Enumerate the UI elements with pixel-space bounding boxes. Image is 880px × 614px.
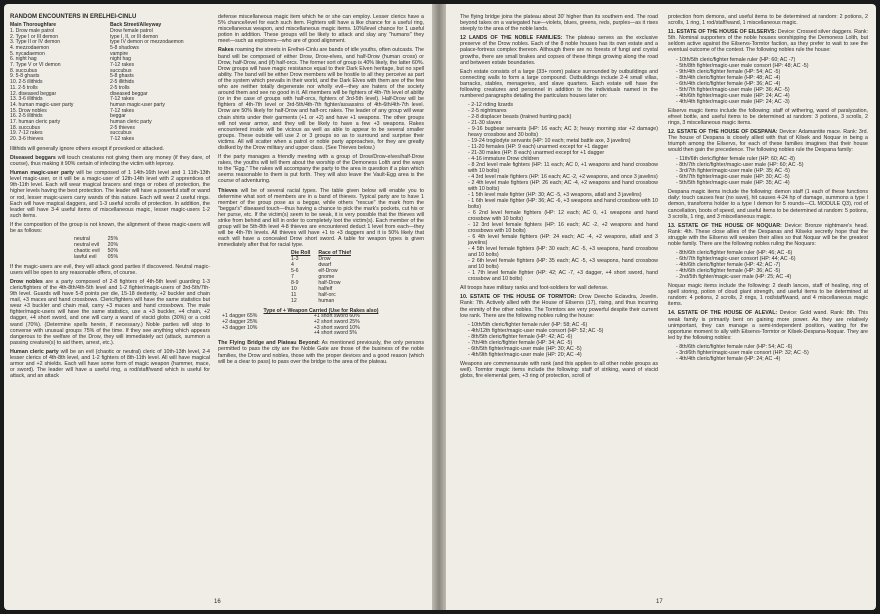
noble-item: - 4th/12th fighter/magic-user male consort (HP: 52; AC -5) <box>468 327 604 334</box>
page-number-left: 16 <box>214 599 221 605</box>
noble-item: - 5th/5th fighter/magic-user male (HP: 35; AC -4) <box>676 180 790 187</box>
main-encounter-item: 6. night hag <box>10 56 37 63</box>
weapon-row-cell: +3 dagger 10% <box>222 324 258 331</box>
race-row-cell: 7 <box>291 274 294 281</box>
estate-personnel-list <box>460 102 658 282</box>
weapon-row-cell: +1 short sword 60% <box>313 312 360 319</box>
race-row-cell: 8-9 <box>291 280 299 286</box>
personnel-item: - 19-24 troglodyte servants (HP: 10 each; metal battle axe, 3 javelins) <box>468 138 631 145</box>
noble-item: - 6th/5th fighter/magic-user male (HP: 30; AC -5) <box>468 345 582 352</box>
main-encounter-item: 19. 7-12 rakes <box>10 130 43 137</box>
nobles-paragraph: Drow nobles are a party composed of 2-8 fighters of 4th-5th level guarding 1-3 cleric/fighters of the 4th-8th/4th-5th level and 1-2 fighter/magic-users of 3rd-5th/7th-9th level. Guards will have 5-8 points per die, 15-18 dexterity, +2 buckler and chain mail, +3 maces and hand crossbows. Cleric/fighters will have the same statistics but wear +3 buckler and chain mail, carry +3 maces and hand crossbows. The male fighter/magic-users will have the same statistics, use a +3 buckler, +4 chain, +2 dagger, +4 short sword, and one will carry a wand of viscid globs (30%) or a cold wand (70%). (Determine spells herein, if necessary.) Noble parties will stop to converse with unusual groups 75% of the time. If they see anything which appears dangerous to the welfare of the Drow, they will immediately act (attack, summon a passing creature(s) to aid them, arrest, etc.). <box>10 278 210 346</box>
tormtor-nobles-list <box>460 322 658 358</box>
back-encounter-item: 2-5 thieves <box>110 124 135 131</box>
main-encounter-item: 12. diseased beggar <box>10 90 57 97</box>
encounter-table <box>10 23 210 143</box>
tormtor-paragraph: 10. ESTATE OF THE HOUSE OF TORMTOR: Drow Deecho Eclavdra, Jovelin. Rank: 7th. Actively allied with the House of Eilservs (17), rising, and thus incurring the enmity of the other nobles. The Tormtors are very powerful despite their current low rank. There are the following nobles ruling the house: <box>460 294 658 319</box>
personnel-item: - 2 4th level male fighters (HP: 26 each; AC -4, +2 weapons and hand crossbow with 10 bolts) <box>468 180 658 193</box>
back-encounter-item: human magic-user party <box>110 101 165 108</box>
back-encounter-item: 7-12 rakes <box>110 136 135 143</box>
back-encounter-item: succubus <box>110 67 132 74</box>
aleval-paragraph: 14. ESTATE OF THE HOUSE OF ALEVAL: Device: Gold wand. Rank: 8th. This weak family is primarily bent on gaining more power. As they are relatively unimportant, they can manage a semi-independent position, waiting for the opportune moment to ally with Eilservs-Tormtor or Kilsek-Despana-Noquar. They are led by the following nobles: <box>668 310 868 341</box>
bridge-continued: The flying bridge joins the plateau about 30' higher than its southern end. The road beyond takes on a variegated hue—violets, blues, greens, reds, purples—as it rises steeply to the area of the noble lands. <box>460 14 658 33</box>
alignment-row-cell: lawful evil <box>74 253 97 260</box>
main-encounter-item: 14. human magic-user party <box>10 101 74 108</box>
noble-item: - 8th/7th cleric/fighter/magic-user male (HP: 60; AC -5) <box>676 162 804 169</box>
alignment-row <box>70 255 122 261</box>
weapon-row-cell: +4 short sword 5% <box>313 330 357 337</box>
personnel-item: - 6 4th level female fighters (HP: 24 each; AC -4, +2 weapons, atlatl and 3 javelins) <box>468 234 658 247</box>
col-head-main: Main Thoroughfare <box>10 22 57 29</box>
weapon-table <box>218 314 424 338</box>
bridge-paragraph: The Flying Bridge and Plateau Beyond: As mentioned previously, the only persons permitted to pass the city are the Noble Gate are those of the business of the noble families, the Drow and nobles, those with the proper devices and a good reason (which will be a clear to pass) to pass over the bridge to the area of the plateau. <box>218 340 424 365</box>
main-encounter-item: 8. succubus <box>10 67 38 74</box>
noble-item: - 8th/4th cleric/fighter female (HP: 48; AC -4) <box>676 74 781 81</box>
page-number-right: 17 <box>656 599 663 605</box>
personnel-item: - 11-20 females (HP: 9 each) unarmed except for +1 dagger <box>468 144 609 151</box>
race-head-race: Race of Thief <box>318 250 351 257</box>
alignment-table <box>70 237 122 261</box>
cleric-paragraph: Human cleric party will be an evil (chaotic or neutral) cleric of 10th-13th level, 2-4 lesser clerics of 4th-8th level, and 1-2 fighters of 8th-11th level. All will have magical armor and +2 shields. Each will have some form of magic weapon (hammer, mace, or sword). The leader will have a useful ring, a rod/staff/wand which is useful for attack, and an attack <box>10 348 210 380</box>
main-encounter-item: 4. mezzodaemon <box>10 44 50 51</box>
race-head-roll: Die Roll <box>291 250 311 257</box>
alignment-row-cell: chaotic evil <box>74 247 100 254</box>
noquar-items-paragraph: Noquar magic items include the following: 2 death lances, staff of healing, ring of spell storing, potion of cloud giant strength, and useful items to be determined at random: 4 potions, 2 scrolls, 2 rings, 1 rod/staff/wand, and 4 miscellaneous magic items. <box>668 283 868 308</box>
race-row-cell: halfelf <box>318 285 333 292</box>
back-encounter-item: human cleric party <box>110 119 152 126</box>
rakes-friendly-paragraph: If the party manages a friendly meeting with a group of Drow/Drow-elves/half-Drow rakes, the youths will tell them about the worship of the Demoness Lolth and the ways to the "Egg." The rakes will accompany the party to the area in question if a plan which seems reasonable to them is put forth. They will also leave the Vault-Egg area is the course of adventuring. <box>218 154 424 185</box>
main-encounter-item: 13. 3-6 illithids <box>10 96 43 103</box>
eilservs-items-paragraph: Eilservs magic items include the following: staff of withering, wand of paralyzation, efreet bottle, and useful items to be determined at random: 3 potions, 3 scrolls, 2 rings, 3 miscellaneous magic items. <box>668 107 868 126</box>
main-encounter-item: 2. Type I or III demon <box>10 33 59 40</box>
race-row-cell: Drow <box>318 256 331 263</box>
race-row-cell: half-Drow <box>318 280 341 286</box>
weapon-row-cell <box>218 331 310 337</box>
alignment-intro: If the composition of the group is not known, the alignment of these magic-users will be as follows: <box>10 221 210 234</box>
book-gutter <box>432 4 446 610</box>
noquar-nobles-list <box>668 250 868 280</box>
race-row-cell: 12 <box>291 297 297 304</box>
race-row-cell: 10 <box>291 285 297 292</box>
noble-item: - 6th/7th fighter/magic-user consort (HP: 44; AC -6) <box>676 256 796 263</box>
main-encounter-item: 7. Type V or VI demon <box>10 62 61 69</box>
magic-user-paragraph: Human magic-user party will be composed of 1 14th-16th level and 1 11th-13th level magic-user, or it will be a magic-user of 12th-14th level with 2 apprentices of 9th-11th level. Each will wear magical bracers and rings or robes of protection, the higher levels having the best protection. The leader will have a powerful staff or wand or rod, lesser magic-users carry wands of this nature. Each will wear 2 useful rings. Each will have magical daggers, and 1-3 useful scrolls of protection. In addition, the leader will have 3-4 useful items of miscellaneous magic, lesser magic-users 1-2 such items. <box>10 170 210 219</box>
personnel-item: - 2-12 riding lizards <box>468 102 514 109</box>
main-encounter-item: 10. 2-5 illithids <box>10 79 43 86</box>
personnel-item: - 2 6th level female fighters (HP: 35 each; AC -5, +3 weapons, hand crossbow and 10 bolts) <box>468 258 658 271</box>
race-row-cell: human <box>318 297 335 304</box>
personnel-item: - 12 3rd level female fighters (HP: 16 each; AC -2, +2 weapons and hand crossbows with 10 bolts) <box>468 222 658 235</box>
noble-item: - 4th/4th fighter/magic-user male (HP: 24; AC -3) <box>676 98 790 105</box>
main-encounter-item: 11. 2-5 trolls <box>10 84 38 91</box>
despana-nobles-list <box>668 156 868 186</box>
tormtor-continued: protection from demons, and useful items to be determined at random: 2 potions, 2 scrolls, 1 ring, 1 rod/staff/wand, 1 miscellaneous magic. <box>668 14 868 27</box>
alignment-row-cell: 50% <box>107 247 119 254</box>
left-column-2 <box>218 14 424 368</box>
back-encounter-item: vampire <box>110 50 129 57</box>
left-page <box>4 4 432 610</box>
personnel-item: - 21-30 slaves <box>468 120 502 127</box>
noble-item: - 5th/7th fighter/magic-user male (HP: 36; AC -5) <box>676 86 790 93</box>
back-encounter-item: Drow female patrol <box>110 27 153 34</box>
personnel-item: - 6 2nd level female fighters (HP: 12 each; AC 0, +1 weapons and hand crossbow with 10 bolts) <box>468 210 658 223</box>
personnel-item: - 8 2nd level male fighters (HP: 11 each; AC 0, +1 weapons and hand crossbow with 10 bolts) <box>468 162 658 175</box>
noble-item: - 3rd/7th fighter/magic-user male (HP: 35; AC -5) <box>676 168 790 175</box>
back-encounter-item: 7-12 rakes <box>110 62 135 69</box>
personnel-item: - 4 3rd level male fighters (HP: 16 each; AC -2, +2 weapons, and once 3 javelins) <box>468 174 658 181</box>
illithids-paragraph: Illithids will generally ignore others except if provoked or attacked. <box>10 145 164 152</box>
back-street-list <box>110 29 210 143</box>
back-encounter-item: diseased beggar <box>110 90 148 97</box>
back-encounter-item: 7-12 rakes <box>110 96 135 103</box>
race-row-cell: 5-6 <box>291 268 299 275</box>
race-row-cell: half-orc <box>318 291 336 298</box>
main-encounter-item: 17. human cleric party <box>10 119 61 126</box>
despana-paragraph: 12. ESTATE OF THE HOUSE OF DESPANA: Device: Adamantite mace. Rank: 3rd. The house of Despana is closely allied with that of Kilsek and Noquar in being a triumph among the Eilservs, for each of these families imagines that their house would then gain the precedence. The following nobles rule the Despana family: <box>668 128 868 154</box>
right-page <box>446 4 876 610</box>
tormtor-weapons-paragraph: Weapons are commensurate with rank (and this applies to all other noble groups as well). Tormtor magic items include the following: staff of striking, wand of viscid globs, fire elemental gem, +3 ring of protection, scroll of <box>460 360 658 379</box>
race-row-cell: dwarf <box>318 262 332 269</box>
encounter-title: RANDOM ENCOUNTERS IN ERELHEI-CINLU <box>10 14 137 20</box>
despana-items-paragraph: Despana magic items include the following: demon staff (1 each of these functions daily: touch causes fear (no save), hit causes 4-24 hp of damage, summons a type I demon, transforms holder to a type I demon for 5 rounds—CL MODULE Q3), rod of cancellation, boots of speed, and useful items to be determined at random: 5 potions, 3 scrolls, 1 ring, and 3 miscellaneous magic. <box>668 189 868 220</box>
race-row-cell: 4 <box>291 262 294 269</box>
main-encounter-item: 3. Type II or IV demon <box>10 39 61 46</box>
personnel-item: - 21-30 males (HP: 8 each) unarmed except for +1 dagger <box>468 150 605 157</box>
alignment-row-cell: 20% <box>107 241 119 248</box>
noble-lands-paragraph: 12 LANDS OF THE NOBLE FAMILIES: The plateau serves as the exclusive preserve of the Drow nobles. Each of the 8 noble houses has its own estate and a palace-fortress complex thereon. Although there are no forests of fungi and crystal growths, there are small brakes and copses of these things growing along the road and between estate boundaries. <box>460 35 658 66</box>
noble-item: - 10th/5th cleric/fighter female ruler (HP: 58; AC -6) <box>468 321 588 328</box>
eilservs-paragraph: 11. ESTATE OF THE HOUSE OF EILSERVS: Device: Crossed silver daggers. Rank: 5th. Nominal supporters of the noble houses worshipping the Demoness Lolth, but seldom active against the Eilservs-Tormtor faction, as they prefer to wait to see the eventual outcome of the contest. The following nobles rule the house: <box>668 29 868 54</box>
rakes-paragraph: Rakes roaming the streets in Erelhei-Cinlu are bands of idle youths, often outcasts. The band will be composed of either Drow, Drow-elves, and half-Drow (human cross) or Drow, half-Drow, and (if) half-orcs. The former sort of group is 40% likely, the latter 60%. Drow groups will have magic resistance equal to their Dark Elven heritage, but no spell ability. The band will be either Drow members will be hostile to all they perceive as part of the system which prevails in their world, and the Dark Elves with them are of the few who are neither totally degenerate nor wholly evil—they are haters of the society around them and see no good in it. All members will be fighters of 4th-7th level of ability (or in the case of groups with half-orcs, fighters of 3rd-5th level). Half-Drow will be fighters of 4th-7th level or 3rd-5th/4th-7th fighter/assassins of 4th-6th/4th-7th level. Drow are 50% likely for half-Drow and half-orc rakes. The leader of any group will wear chain shirts under their garments (+1 or +2) and have +1 weapons. The other groups will not wear armor, and they will be likely to have a few +3 weapons. Rakes encountered inside will be vicious as well as able to appear to be several smaller groups. These outside will use 2 or 3 groups so as to surround and surprise their victims. All will scatter when a patrol or noble party approaches, for they are greatly disliked by the Drow military and upper class. (See Thieves below.) <box>218 47 424 151</box>
main-encounter-item: 15. Drow nobles <box>10 107 47 114</box>
personnel-item: - 1 7th level female fighter (HP: 42; AC -7, +3 dagger, +4 short sword, hand crossbow and 10 bolts) <box>468 270 658 283</box>
weapon-row-cell: +1 dagger 65% <box>222 312 258 319</box>
left-column-1 <box>10 14 210 382</box>
noquar-paragraph: 13. ESTATE OF THE HOUSE OF NOQUAR: Device: Bronze nightmare's head. Rank: 4th. These close allies of the Despanas and Kilseks secretly hope that the struggle with the Eilservs will weaken their allies so that Noquar will be the greatest noble family. There are the following nobles ruling the Noquars: <box>668 222 868 247</box>
back-encounter-item: 5-8 shadows <box>110 44 139 51</box>
weapon-row-cell: +3 short sword 10% <box>313 324 360 331</box>
cleric-continued: defense miscellaneous magic item which he or she can employ. Lesser clerics have a 5% chance/level for each such item. Fighters will have a like chance for a useful ring, miscellaneous weapon, and miscellaneous magic items. 10%/level chance for 1 useful potion in addition. These groups will be likely to attack and slay any "humans" they meet—such as explorers—who are of good alignment. <box>218 14 424 45</box>
personnel-item: - 1 5th level male fighter (HP: 30; AC -5, +3 weapons, atlatl and 3 javelins) <box>468 192 642 199</box>
alignment-row-cell: 05% <box>107 253 119 260</box>
noble-item: - 6th/7th fighter/magic-user male (HP: 30; AC -5) <box>676 174 790 181</box>
personnel-item: - 4-16 immature Drow children <box>468 156 540 163</box>
noble-item: - 4th/4th cleric/fighter female (HP: 24; AC -4) <box>676 355 781 362</box>
thieves-paragraph: Thieves will be of several racial types. The table given below will enable you to determine what sort of members are in a band of thieves. Typical party are to have 1 member of the group pose as a beggar, while others "rescue" the mark from the "beggar's" diseased touch—thus having a chance to pick the mark's pockets, cut his or her purse, etc. If the victim(s) seem to be weak, it is very possible that the thieves will strike from behind and kill in order to completely loot the victim(s). Each member of the group will be 5th-8th level 4-8 thieves are encountered deduct 1 level from each—they will be 4th-7th levels. All thieves will have +1 to +3 daggers and it is 50% likely that each will have a concealed Drow short sword. A table for weapon types is given immediately after that for racial type. <box>218 187 424 249</box>
race-row-cell: 1-3 <box>291 256 299 263</box>
noble-item: - 10th/5th cleric/fighter female ruler (HP: 60; AC -7) <box>676 56 796 63</box>
race-table <box>287 251 355 304</box>
alignment-row-cell: neutral evil <box>74 241 100 248</box>
back-encounter-item: type I, II, or III demon <box>110 33 159 40</box>
race-row-cell: 11 <box>291 291 297 298</box>
noble-item: - 4th/6th fighter/magic-user male (HP: 24; AC -4) <box>676 92 790 99</box>
beggars-paragraph: Diseased beggars will touch creatures not giving them any money (if they dare, of course), thus making it 90% certain of infecting the victim with leprosy. <box>10 154 210 168</box>
back-encounter-item: 2-5 trolls <box>110 84 130 91</box>
noble-item: - 4th/6th cleric/fighter female (HP: 36; AC -5) <box>676 268 781 275</box>
alignment-row-cell: neutral <box>74 236 90 243</box>
race-row-cell: elf-Drow <box>318 268 338 275</box>
personnel-item: - 9-16 bugbear servants (HP: 16 each; AC 3; heavy morning star +2 damage) heavy crossbow and 30 bolts) <box>468 126 658 139</box>
back-encounter-item: night hag <box>110 56 131 63</box>
back-encounter-item: type IV demon or mezzodaemon <box>110 39 184 46</box>
back-encounter-item: 7-12 rakes <box>110 107 135 114</box>
race-row <box>287 299 355 305</box>
noble-item: - 9th/4th cleric/fighter female (HP: 54; AC -5) <box>676 68 781 75</box>
alignment-row-cell: 25% <box>107 236 119 243</box>
noble-item: - 4th/6th cleric/fighter female (HP: 42; AC -7) <box>676 262 781 269</box>
evil-paragraph: If the magic-users are evil, they will attack good parties if discovered. Neutral magic-users will be open to any reasonable offers, of course. <box>10 263 210 276</box>
eilservs-nobles-list <box>668 57 868 105</box>
back-encounter-item: 2-5 illithids <box>110 79 135 86</box>
estate-paragraph: Each estate consists of a large (33+ room) palace surrounded by outbuildings and connecting walls to form a large compound. Outbuildings include 2-4 small villas, barracks, stables, menageries, and slave quarters. Each estate will have the following creatures and personnel in addition to the individuals named in the numbered paragraphs detailing the particulars houses later on: <box>460 68 658 100</box>
weapon-row-cell: +2 dagger 25% <box>222 318 258 325</box>
main-encounter-item: 9. 5-8 ghasts <box>10 73 40 80</box>
noble-item: - 8th/6th cleric/fighter female ruler (HP: 54; AC -6) <box>676 343 793 350</box>
noble-item: - 2nd/5th fighter/magic-user male (HP: 25; AC -4) <box>676 274 792 281</box>
main-thoroughfare-list <box>10 29 110 143</box>
noble-item: - 8th/5th cleric/fighter female (HP: 42; AC -6) <box>468 333 573 340</box>
main-encounter-item: 1. Drow male patrol <box>10 27 55 34</box>
back-encounter-item: succubus <box>110 130 132 137</box>
main-encounter-item: 20. 3-6 thieves <box>10 136 44 143</box>
troops-paragraph: All troops have military ranks and foot-soldiers for wall defense. <box>460 285 609 292</box>
race-row-cell: gnome <box>318 274 335 281</box>
weapon-table-title: Type of + Weapon Carried (Use for Rakes also) <box>263 307 379 314</box>
main-encounter-item: 18. succubus <box>10 124 41 131</box>
back-encounter-item: beggar <box>110 113 126 120</box>
personnel-item: - 2-5 nightmares <box>468 108 507 115</box>
right-column-2 <box>668 14 868 362</box>
right-column-1 <box>460 14 658 382</box>
weapon-row-cell: +2 short sword 25% <box>313 318 360 325</box>
aleval-nobles-list <box>668 344 868 362</box>
noble-item: - 11th/6th cleric/fighter female ruler (HP: 60; AC -8) <box>676 156 795 163</box>
noble-item: - 5th/8th fighter/magic-user male consort (HP: 48; AC -5) <box>676 62 809 69</box>
noble-item: - 4th/9th fighter/magic-user male (HP: 20; AC -4) <box>468 351 582 358</box>
personnel-item: - 1 6th level male fighter (HP: 36; AC -6, +3 weapons and hand crossbow with 10 bolts) <box>468 198 658 211</box>
noble-item: - 7th/4th cleric/fighter female (HP: 34; AC -5) <box>468 339 573 346</box>
personnel-item: - 4 5th level female fighters (HP: 30 each; AC -5, +3 weapons, hand crossbow and 10 bolts) <box>468 246 658 259</box>
noble-item: - 6th/4th cleric/fighter female (HP: 36; AC -4) <box>676 80 781 87</box>
main-encounter-item: 16. 2-5 illithids <box>10 113 43 120</box>
col-head-back: Back Street/Alleyway <box>110 22 162 29</box>
personnel-item: - 2-8 displacer beasts (trained hunting pack) <box>468 114 572 121</box>
back-encounter-item: 5-8 ghasts <box>110 73 134 80</box>
main-encounter-item: 5. nycadaemon <box>10 50 45 57</box>
weapon-row <box>218 331 424 337</box>
noble-item: - 8th/6th cleric/fighter female ruler (HP: 46; AC -6) <box>676 250 793 257</box>
noble-item: - 3rd/6th fighter/magic-user male consort (HP: 32; AC -5) <box>676 349 809 356</box>
